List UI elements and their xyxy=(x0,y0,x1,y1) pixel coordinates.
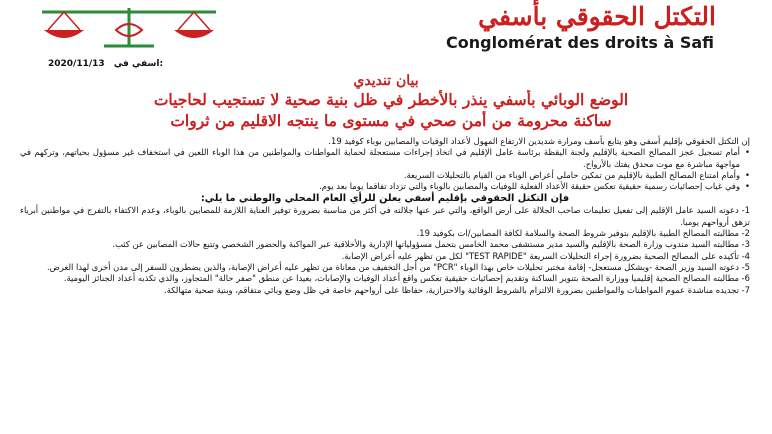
bullet-point: • وفي غياب إحصائيات رسمية حقيقية تعكس حقيقة الأعداد الفعلية للوفيات والمصابين بالوباء والتي تزداد تفاقما يوما بعد يوم. xyxy=(20,181,750,192)
headline-line-1: الوضع الوبائي بأسفي ينذر بالأخطر في ظل بنية صحية لا تستجيب لحاجيات xyxy=(153,90,629,109)
demand-item: 6- مطالبته المصالح الصحية إقليميا ووزارة الصحة بتنوير الساكنة وتقديم إحصائيات حقيقية تعكس واقع أعداد الوفيات والإصابات، بعيدا عن منطق "صفر حالة" المتجاوز، والذي تكذبه أعداد الجنائز اليومية. xyxy=(63,273,750,284)
intro-paragraph: إن التكتل الحقوقي بإقليم أسفي وهو يتابع بأسف ومرارة شديدين الارتفاع المهول لأعداد الوفيات والمصابين بوباء كوفيد 19. xyxy=(328,136,750,146)
demand-item: 3- مطالبته السيد مندوب وزارة الصحة بالإقليم والسيد مدير مستشفى محمد الخامس بتحمل مسؤولياتها الإدارية والأخلاقية عبر المواكبة والحضور الشخصي وتتبع حالات المصابين عن كثب. xyxy=(112,239,750,250)
org-name-arabic: التكتل الحقوقي بأسفي xyxy=(478,2,716,31)
demand-item: 2- مطالبته المصالح الطبية بالإقليم بتوفير شروط الصحة والسلامة لكافة المصابين/ات بكوفيد 19. xyxy=(416,228,750,239)
demand-item: 4- تأكيده على المصالح الصحية بضرورة إجراء التحليلات السريعة "TEST RAPIDE" لكل من تظهر عليه أعراض الإصابة. xyxy=(341,250,750,261)
balance-scale-logo xyxy=(34,6,224,50)
demands-list xyxy=(20,205,750,295)
bullet-point: • أمام تسجيل عجز المصالح الصحية بالإقليم ولجنة اليقظة برئاسة عامل الإقليم في اتخاذ إجراءات مستعجلة لحماية المواطنات والمواطنين من هذا الوباء اللعين في استخفاف غير مسؤول بحياتهم، وتركهم في مواجهة مباشرة مع موت محدق يفتك بالأرواح. xyxy=(20,147,750,170)
statement-title: بيان تنديدي xyxy=(353,73,419,89)
statement-body xyxy=(20,136,750,296)
org-name-french: Conglomérat des droits à Safi xyxy=(446,33,714,52)
bullet-point: • وأمام امتناع المصالح الطبية بالإقليم من تمكين حاملي أعراض الوباء من القيام بالتحليلات السريعة. xyxy=(20,170,750,181)
date-value: 2020/11/13 xyxy=(48,59,105,69)
demand-item: 7- تجديده مناشدة عموم المواطنات والمواطنين بضرورة الالتزام بالشروط الوقائية والاحترازية، حفاظا على أرواحهم خاصة في ظل وضع وبائي متفاقم، وبنية صحية متهالكة. xyxy=(164,284,750,295)
headline-line-2: ساكنة محرومة من أمن صحي في مستوى ما ينتجه الاقليم من ثروات xyxy=(170,111,612,130)
demand-item: 1- دعوته السيد عامل الإقليم إلى تفعيل تعليمات صاحب الجلالة على أرض الواقع، والتي عبر عنها جلالته في أكثر من مناسبة بضرورة توفير العناية اللازمة للمصابين بالوباء، وعدم الاكتفاء بالتفرج في مواطنين أبرياء تزهق أرواحهم يوميا. xyxy=(20,205,750,227)
declaration-heading: فإن التكتل الحقوقي بإقليم أسفي يعلن للرأي العام المحلي والوطني ما يلي: xyxy=(200,193,570,205)
place-label: اسفي في: xyxy=(113,59,164,69)
demand-item: 5- دعوته السيد وزير الصحة -وبشكل مستعجل- إقامة مختبر تحليلات خاص بهذا الوباء "PCR" من أجل التخفيف من معاناة من تظهر عليه أعراض الإصابة، والذين يضطرون للسفر إلى مدن أخرى لهذا الغرض. xyxy=(47,261,750,272)
date-line xyxy=(48,59,163,69)
